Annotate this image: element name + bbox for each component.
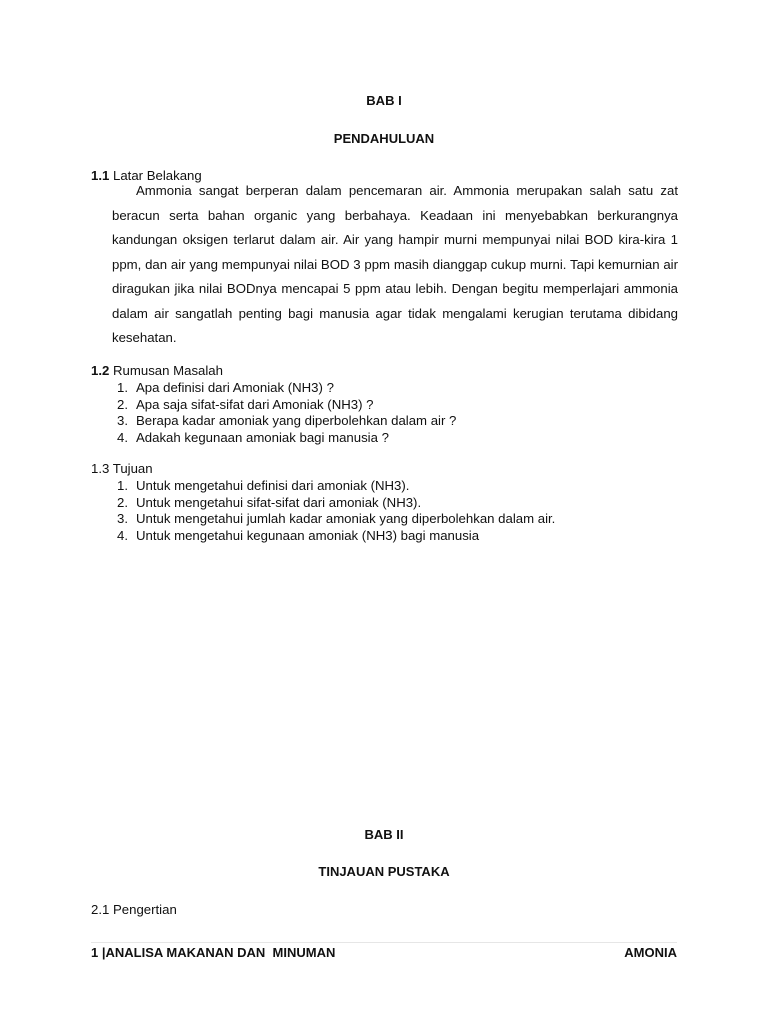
section-number: 1.2 (91, 363, 110, 378)
section-title: Latar Belakang (113, 168, 202, 183)
list-item (112, 413, 456, 430)
list-item-text: Apa saja sifat-sifat dari Amoniak (NH3) ? (136, 396, 374, 412)
list-number: 1. (117, 478, 128, 493)
list-item (112, 528, 555, 545)
list-item-text: Untuk mengetahui sifat-sifat dari amoniak (NH3). (136, 494, 422, 510)
list-item (112, 495, 555, 512)
problem-list (112, 380, 456, 446)
chapter-label: BAB I (366, 93, 402, 108)
chapter-title: TINJAUAN PUSTAKA (318, 864, 450, 879)
list-number: 2. (117, 396, 128, 412)
list-number: 3. (117, 511, 128, 527)
list-item (112, 511, 555, 528)
list-item-text: Untuk mengetahui jumlah kadar amoniak yang diperbolehkan dalam air. (136, 511, 556, 527)
list-item-text: Untuk mengetahui definisi dari amoniak (NH3). (136, 478, 410, 493)
chapter-label: BAB II (364, 827, 404, 842)
list-number: 2. (117, 494, 128, 510)
footer-right-text: AMONIA (624, 945, 677, 960)
list-item-text: Apa definisi dari Amoniak (NH3) ? (136, 380, 334, 395)
list-item (112, 380, 456, 397)
list-number: 4. (117, 527, 128, 543)
list-item (112, 397, 456, 414)
list-item-text: Untuk mengetahui kegunaan amoniak (NH3) bagi manusia (136, 527, 480, 543)
list-number: 4. (117, 429, 128, 445)
list-number: 1. (117, 380, 128, 395)
section-heading-2-1: 2.1 Pengertian (91, 902, 177, 917)
list-item (112, 430, 456, 447)
list-item-text: Adakah kegunaan amoniak bagi manusia ? (136, 429, 389, 445)
paragraph-text: Ammonia sangat berperan dalam pencemaran air. Ammonia merupakan salah satu zat beracun serta bahan organic yang berbahaya. Keadaan ini menyebabkan berkurangnya kandungan oksigen terlarut dalam air. Air yang hampir murni mempunyai nilai BOD kira-kira 1 ppm, dan air yang mempunyai nilai BOD 3 ppm masih dianggap cukup murni. Tapi kemurnian air diragukan jika nilai BODnya mencapai 5 ppm atau lebih. Dengan begitu memperlajari ammonia dalam air sangatlah penting bagi manusia agar tidak mengalami kerugian terutama dibidang kesehatan. (112, 183, 678, 345)
chapter-title: PENDAHULUAN (333, 131, 435, 146)
list-item (112, 478, 555, 495)
section-title: Rumusan Masalah (113, 363, 223, 378)
footer-left-text: 1 |ANALISA MAKANAN DAN MINUMAN (91, 945, 336, 960)
background-paragraph (112, 179, 678, 351)
objective-list (112, 478, 555, 544)
footer-divider (91, 942, 677, 943)
section-number: 1.1 (91, 168, 110, 183)
section-heading-1-3: 1.3 Tujuan (91, 461, 153, 476)
list-number: 3. (117, 413, 128, 429)
list-item-text: Berapa kadar amoniak yang diperbolehkan dalam air ? (136, 413, 457, 429)
section-heading-1-2 (91, 363, 223, 379)
